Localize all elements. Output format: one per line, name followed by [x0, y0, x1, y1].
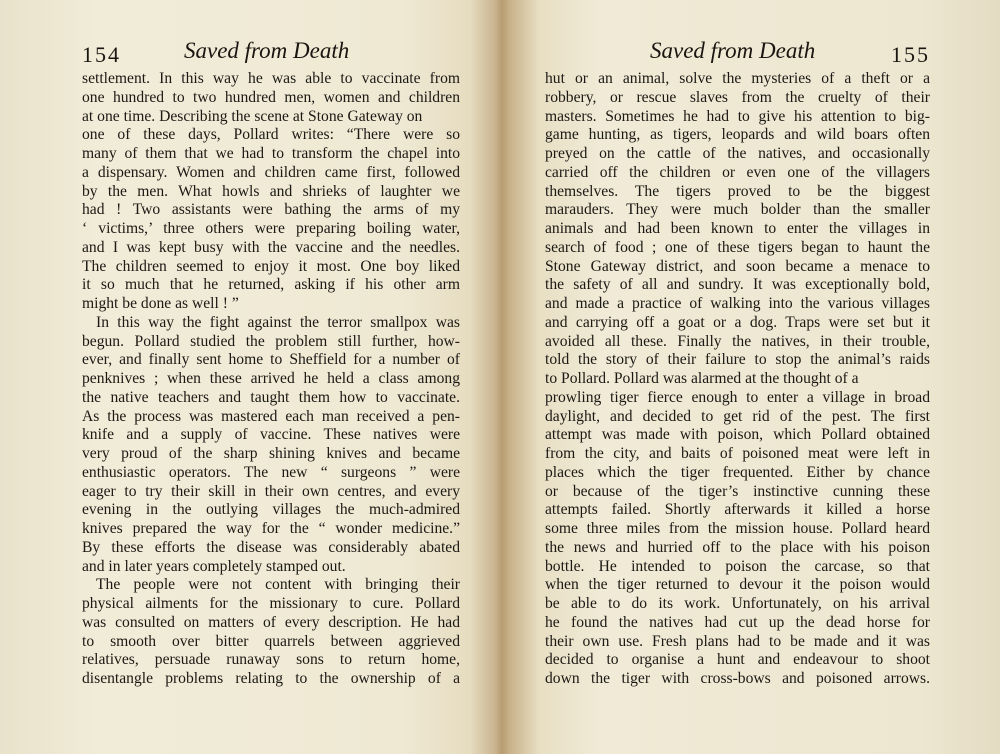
text-line: many of them that we had to transform the chapel into [82, 145, 460, 162]
text-line: evening in the outlying villages the much-admired [82, 501, 460, 519]
text-line: and carrying off a goat or a dog. Traps were set but it [545, 313, 930, 331]
text-line: penknives ; when these arrived he held a class among [82, 370, 460, 387]
text-line: relatives, persuade runaway sons to return home, [82, 651, 460, 669]
text-line: it so much that he returned, asking if his other arm [82, 276, 460, 294]
text-line: a dispensary. Women and children came first, followed [82, 163, 460, 181]
text-line: by the men. What howls and shrieks of laughter we [82, 182, 460, 200]
page-number: 155 [891, 42, 930, 67]
text-line: the news and hurried off to the place with his poison [545, 538, 930, 556]
text-line: prowling tiger fierce enough to enter a village in broad [545, 388, 930, 406]
text-line: told the story of their failure to stop the animal’s raids [545, 351, 930, 369]
text-line: search of food ; one of these tigers began to haunt the [545, 238, 930, 256]
right-page-text [545, 70, 930, 689]
text-line: from the city, and baits of poisoned meat were left in [545, 445, 930, 462]
text-line: the safety of all and sundry. It was exceptionally bold, [545, 276, 930, 294]
text-line: had ! Two assistants were bathing the arms of my [82, 201, 460, 219]
text-line: ‘ victims,’ three others were preparing boiling water, [82, 220, 460, 237]
text-line: physical ailments for the missionary to cure. Pollard [82, 595, 460, 612]
text-line: disentangle problems relating to the ownership of a [82, 670, 460, 687]
text-line: decided to organise a hunt and endeavour to shoot [545, 651, 930, 669]
text-line: to smooth over bitter quarrels between aggrieved [82, 632, 460, 650]
text-line: ever, and finally sent home to Sheffield for a number of [82, 351, 460, 369]
text-line: be able to do its work. Unfortunately, on his arrival [545, 595, 930, 612]
right-page [508, 0, 1000, 754]
text-line: their own use. Fresh plans had to be made and it was [545, 632, 930, 650]
text-line: at one time. Describing the scene at Stone Gateway on [82, 107, 423, 125]
text-line: he found the natives had cut up the dead horse for [545, 613, 930, 631]
text-line: marauders. They were much bolder than the smaller [545, 201, 930, 219]
left-page-header [82, 38, 460, 78]
text-line: robbery, or rescue slaves from the cruelty of their [545, 88, 930, 106]
text-line: game hunting, as tigers, leopards and wild boars often [545, 126, 930, 144]
text-line: when the tiger returned to devour it the poison would [545, 576, 930, 594]
text-line: Stone Gateway district, and soon became a menace to [545, 257, 930, 275]
text-line: the native teachers and taught them how to vaccinate. [82, 388, 460, 406]
text-line: and made a practice of walking into the various villages [545, 295, 930, 312]
text-line: carried off the children or even one of the villagers [545, 163, 930, 181]
text-line: places which the tiger frequented. Either by chance [545, 463, 930, 481]
text-line: avoided all these. Finally the natives, in their trouble, [545, 332, 930, 350]
text-line: eager to try their skill in their own centres, and every [82, 482, 460, 500]
text-line: As the process was mastered each man received a pen- [82, 407, 460, 425]
text-line: to Pollard. Pollard was alarmed at the thought of a [545, 370, 859, 387]
text-line: The children seemed to enjoy it most. One boy liked [82, 257, 460, 275]
text-line: In this way the fight against the terror smallpox was [96, 313, 460, 331]
text-line: some three miles from the mission house. Pollard heard [545, 520, 930, 537]
text-line: settlement. In this way he was able to vaccinate from [82, 70, 460, 87]
text-line: preyed on the cattle of the natives, and occasionally [545, 145, 930, 162]
left-page-text [82, 70, 460, 689]
text-line: very proud of the sharp shining knives and became [82, 445, 460, 462]
text-line: and I was kept busy with the vaccine and the needles. [82, 238, 460, 256]
text-line: By these efforts the disease was considerably abated [82, 538, 460, 556]
text-line: The people were not content with bringing their [96, 576, 460, 594]
text-line: might be done as well ! ” [82, 295, 239, 312]
text-line: themselves. The tigers proved to be the biggest [545, 182, 930, 200]
text-line: begun. Pollard studied the problem still further, how- [82, 332, 460, 350]
text-line: one hundred to two hundred men, women and children [82, 88, 460, 106]
text-line: bottle. He intended to poison the carcase, so that [545, 557, 930, 575]
text-line: animals and had been known to enter the villages in [545, 220, 930, 237]
running-title: Saved from Death [184, 38, 350, 63]
text-line: knives prepared the way for the “ wonder medicine.” [82, 520, 460, 537]
text-line: one of these days, Pollard writes: “There were so [82, 126, 460, 144]
text-line: enthusiastic operators. The new “ surgeons ” were [82, 463, 460, 481]
text-line: was consulted on matters of every description. He had [82, 613, 460, 631]
right-page-header [545, 38, 930, 78]
text-line: attempts failed. Shortly afterwards it killed a horse [545, 501, 930, 519]
page-number: 154 [82, 42, 121, 67]
text-line: masters. Sometimes he had to give his attention to big- [545, 107, 930, 125]
text-line: daylight, and decided to get rid of the pest. The first [545, 407, 930, 425]
text-line: down the tiger with cross-bows and poisoned arrows. [545, 670, 930, 687]
text-line: and in later years completely stamped out. [82, 557, 346, 575]
text-line: or because of the tiger’s instinctive cunning these [545, 482, 930, 500]
text-line: attempt was made with poison, which Pollard obtained [545, 426, 930, 444]
text-line: hut or an animal, solve the mysteries of a theft or a [545, 70, 930, 87]
running-title: Saved from Death [650, 38, 816, 63]
text-line: knife and a supply of vaccine. These natives were [82, 426, 460, 444]
